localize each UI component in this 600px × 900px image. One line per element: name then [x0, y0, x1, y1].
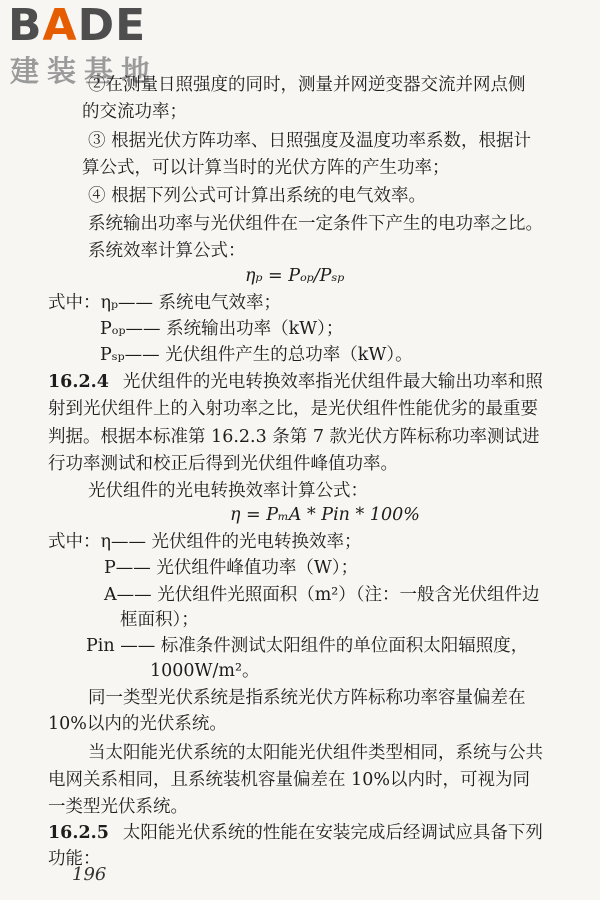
clause-number: 16.2.5 [48, 823, 109, 843]
text-line: 框面积）； [120, 610, 199, 630]
text-line: ③ 根据光伏方阵功率、日照强度及温度功率系数，根据计 [88, 131, 532, 151]
text-line: A—— 光伏组件光照面积（m²）（注：一般含光伏组件边 [104, 585, 540, 605]
formula-conversion-efficiency: η = PₘA * Pin * 100% [230, 505, 420, 525]
formula-system-efficiency: ηₚ = Pₒₚ/Pₛₚ [245, 266, 345, 286]
text-line: 同一类型光伏系统是指系统光伏方阵标称功率容量偏差在 [88, 688, 526, 708]
clause-16-2-4 [48, 369, 570, 395]
page-number: 196 [72, 864, 107, 885]
logo-wordmark: BADE [8, 0, 147, 51]
text-line: 当太阳能光伏系统的太阳能光伏组件类型相同，系统与公共 [88, 743, 543, 763]
text-line: Pₛₚ—— 光伏组件产生的总功率（kW）。 [100, 345, 413, 365]
text-line: P—— 光伏组件峰值功率（W）； [104, 558, 359, 578]
text-line: Pin —— 标准条件测试太阳组件的单位面积太阳辐照度， [86, 636, 529, 656]
text-line: 判据。根据本标准第 16.2.3 条第 7 款光伏方阵标称功率测试进 [48, 427, 540, 447]
text-line: ④ 根据下列公式可计算出系统的电气效率。 [88, 186, 427, 206]
text-line: 式中：η—— 光伏组件的光电转换效率； [48, 532, 362, 552]
text-line: 系统效率计算公式： [88, 241, 246, 261]
text-line: 系统输出功率与光伏组件在一定条件下产生的电功率之比。 [88, 214, 543, 234]
clause-16-2-5 [48, 820, 570, 846]
clause-text: 太阳能光伏系统的性能在安装完成后经调试应具备下列 [122, 823, 543, 843]
text-line: 功能： [48, 849, 101, 869]
logo-subtitle: 建装基地 [10, 54, 159, 88]
text-line: 的交流功率； [82, 102, 187, 122]
text-line: 行功率测试和校正后得到光伏组件峰值功率。 [48, 454, 398, 474]
text-line: 1000W/m²。 [150, 661, 260, 681]
text-line: 电网关系相同，且系统装机容量偏差在 10%以内时，可视为同 [48, 770, 530, 790]
text-line: 10%以内的光伏系统。 [48, 714, 227, 734]
text-line: 射到光伏组件上的入射功率之比，是光伏组件性能优劣的最重要 [48, 399, 538, 419]
text-line: 光伏组件的光电转换效率计算公式： [88, 481, 368, 501]
text-line: 一类型光伏系统。 [48, 797, 188, 817]
clause-number: 16.2.4 [48, 372, 109, 392]
text-line: 算公式，可以计算当时的光伏方阵的产生功率； [82, 158, 450, 178]
text-line: 式中：ηₚ—— 系统电气效率； [48, 293, 282, 313]
text-line: Pₒₚ—— 系统输出功率（kW）； [100, 319, 344, 339]
clause-text: 光伏组件的光电转换效率指光伏组件最大输出功率和照 [122, 372, 543, 392]
text-line: ②在测量日照强度的同时，测量并网逆变器交流并网点侧 [88, 75, 526, 95]
